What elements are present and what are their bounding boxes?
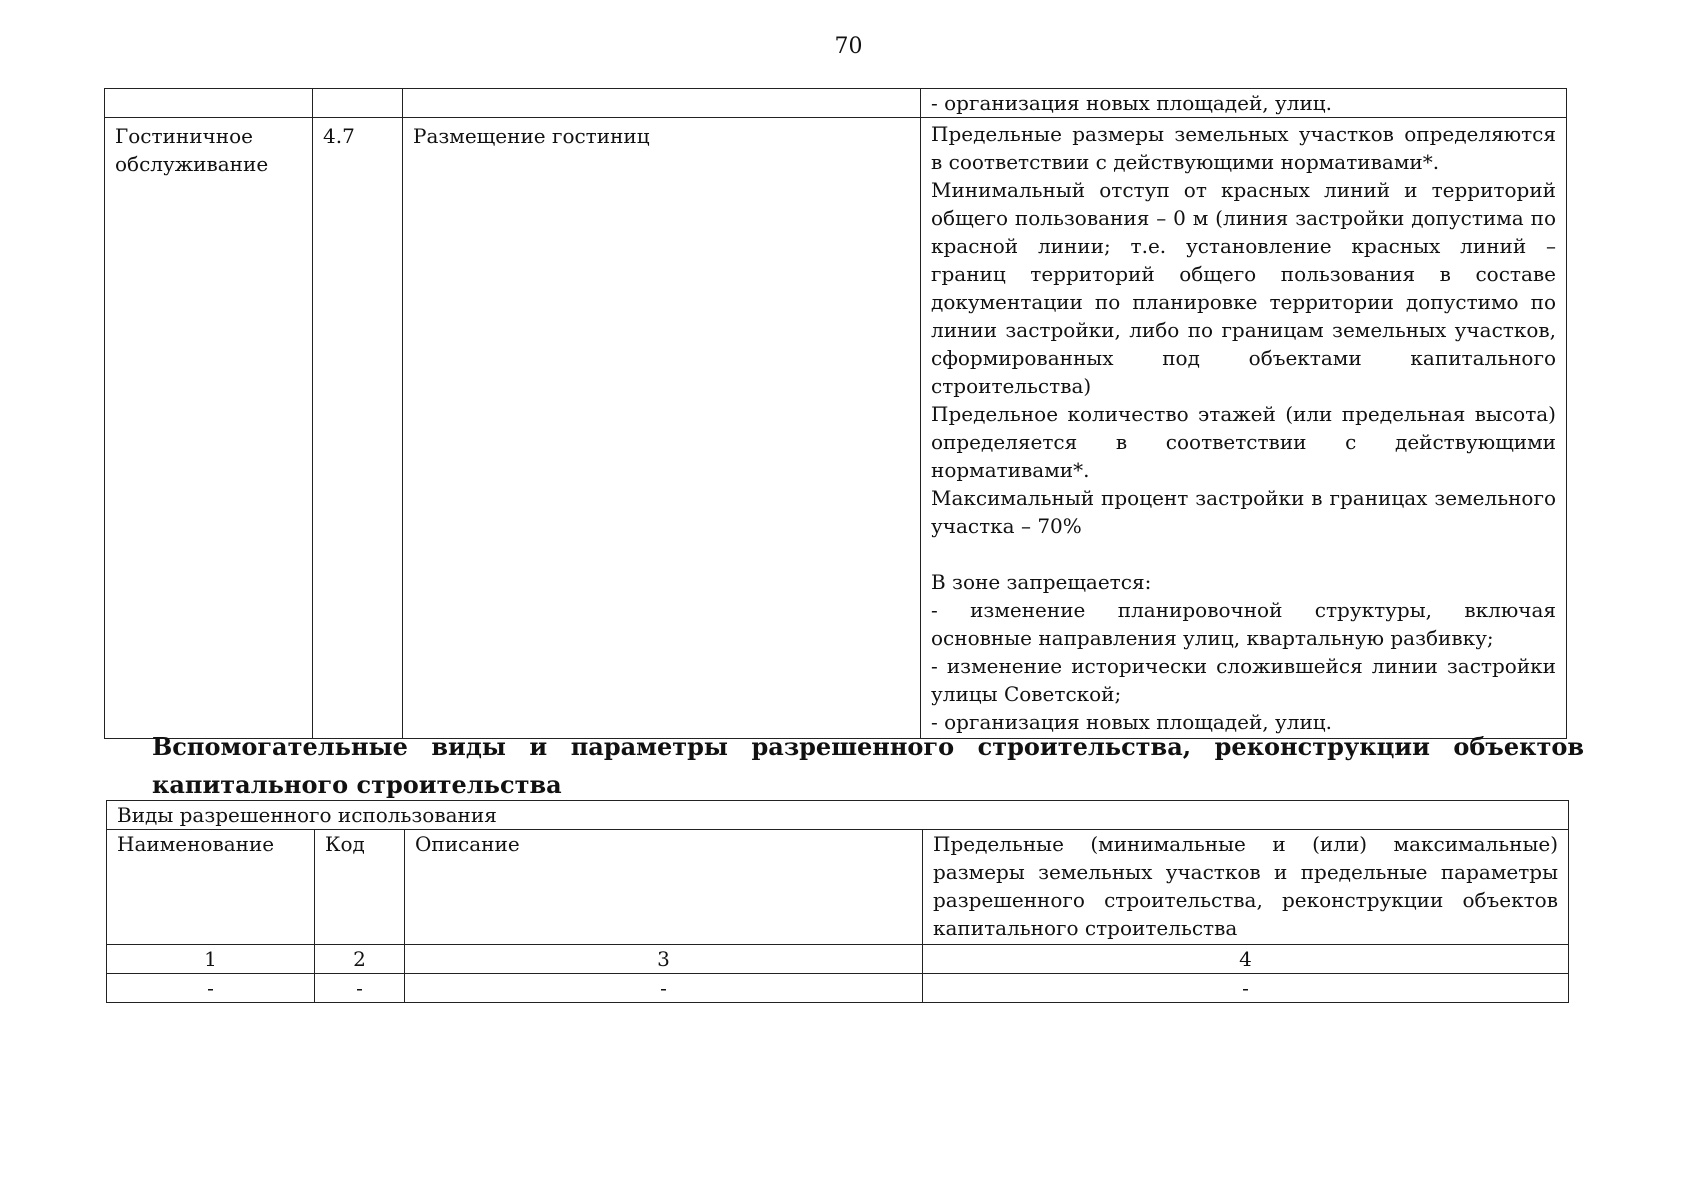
table-row	[107, 974, 1569, 1003]
continuation-cell-name	[105, 89, 313, 118]
group-header-cell: Виды разрешенного использования	[107, 801, 1569, 830]
prohibition-item: - организация новых площадей, улиц.	[931, 710, 1333, 734]
column-number-row	[107, 945, 1569, 974]
use-code-cell: 4.7	[313, 118, 403, 739]
continuation-cell-description	[403, 89, 921, 118]
prohibition-item: - изменение планировочной структуры, включая основные направления улиц, квартальную разбивку;	[931, 598, 1556, 650]
header-code: Код	[315, 830, 405, 945]
header-description: Описание	[405, 830, 923, 945]
page-number: 70	[834, 34, 863, 59]
header-parameters: Предельные (минимальные и (или) максимальные) размеры земельных участков и предельные параметры разрешенного строительства, реконструкции объектов капитального строительства	[923, 830, 1569, 945]
empty-cell-parameters: -	[923, 974, 1569, 1003]
parameter-text: Максимальный процент застройки в границах земельного участка – 70%	[931, 486, 1556, 538]
parameter-text: Минимальный отступ от красных линий и территорий общего пользования – 0 м (линия застройки допустима по красной линии; т.е. установление красных линий – границ территорий общего пользования в составе документации по планировке территории допустимо по линии застройки, либо по границам земельных участков, сформированных под объектами капитального строительства)	[931, 178, 1556, 398]
parameter-text: Предельное количество этажей (или предельная высота) определяется в соответствии с действующими нормативами*.	[931, 402, 1556, 482]
column-number-3: 3	[405, 945, 923, 974]
column-header-row	[107, 830, 1569, 945]
continuation-row	[105, 89, 1567, 118]
prohibitions-title: В зоне запрещается:	[931, 570, 1152, 594]
auxiliary-uses-table	[106, 800, 1569, 1003]
empty-cell-code: -	[315, 974, 405, 1003]
column-number-2: 2	[315, 945, 405, 974]
use-parameters-cell	[921, 118, 1567, 739]
column-number-1: 1	[107, 945, 315, 974]
header-name: Наименование	[107, 830, 315, 945]
table-row	[105, 118, 1567, 739]
continuation-cell-code	[313, 89, 403, 118]
use-name-cell: Гостиничное обслуживание	[105, 118, 313, 739]
blank-line	[931, 540, 1556, 568]
prohibition-item: - изменение исторически сложившейся линии застройки улицы Советской;	[931, 654, 1556, 706]
use-description-cell: Размещение гостиниц	[403, 118, 921, 739]
column-number-4: 4	[923, 945, 1569, 974]
continuation-cell-parameters: - организация новых площадей, улиц.	[921, 89, 1567, 118]
main-zoning-table	[104, 88, 1567, 739]
section-heading: Вспомогательные виды и параметры разрешенного строительства, реконструкции объектов капитального строительства	[152, 732, 1584, 799]
group-header-row	[107, 801, 1569, 830]
empty-cell-description: -	[405, 974, 923, 1003]
parameter-text: Предельные размеры земельных участков определяются в соответствии с действующими нормативами*.	[931, 122, 1556, 174]
empty-cell-name: -	[107, 974, 315, 1003]
